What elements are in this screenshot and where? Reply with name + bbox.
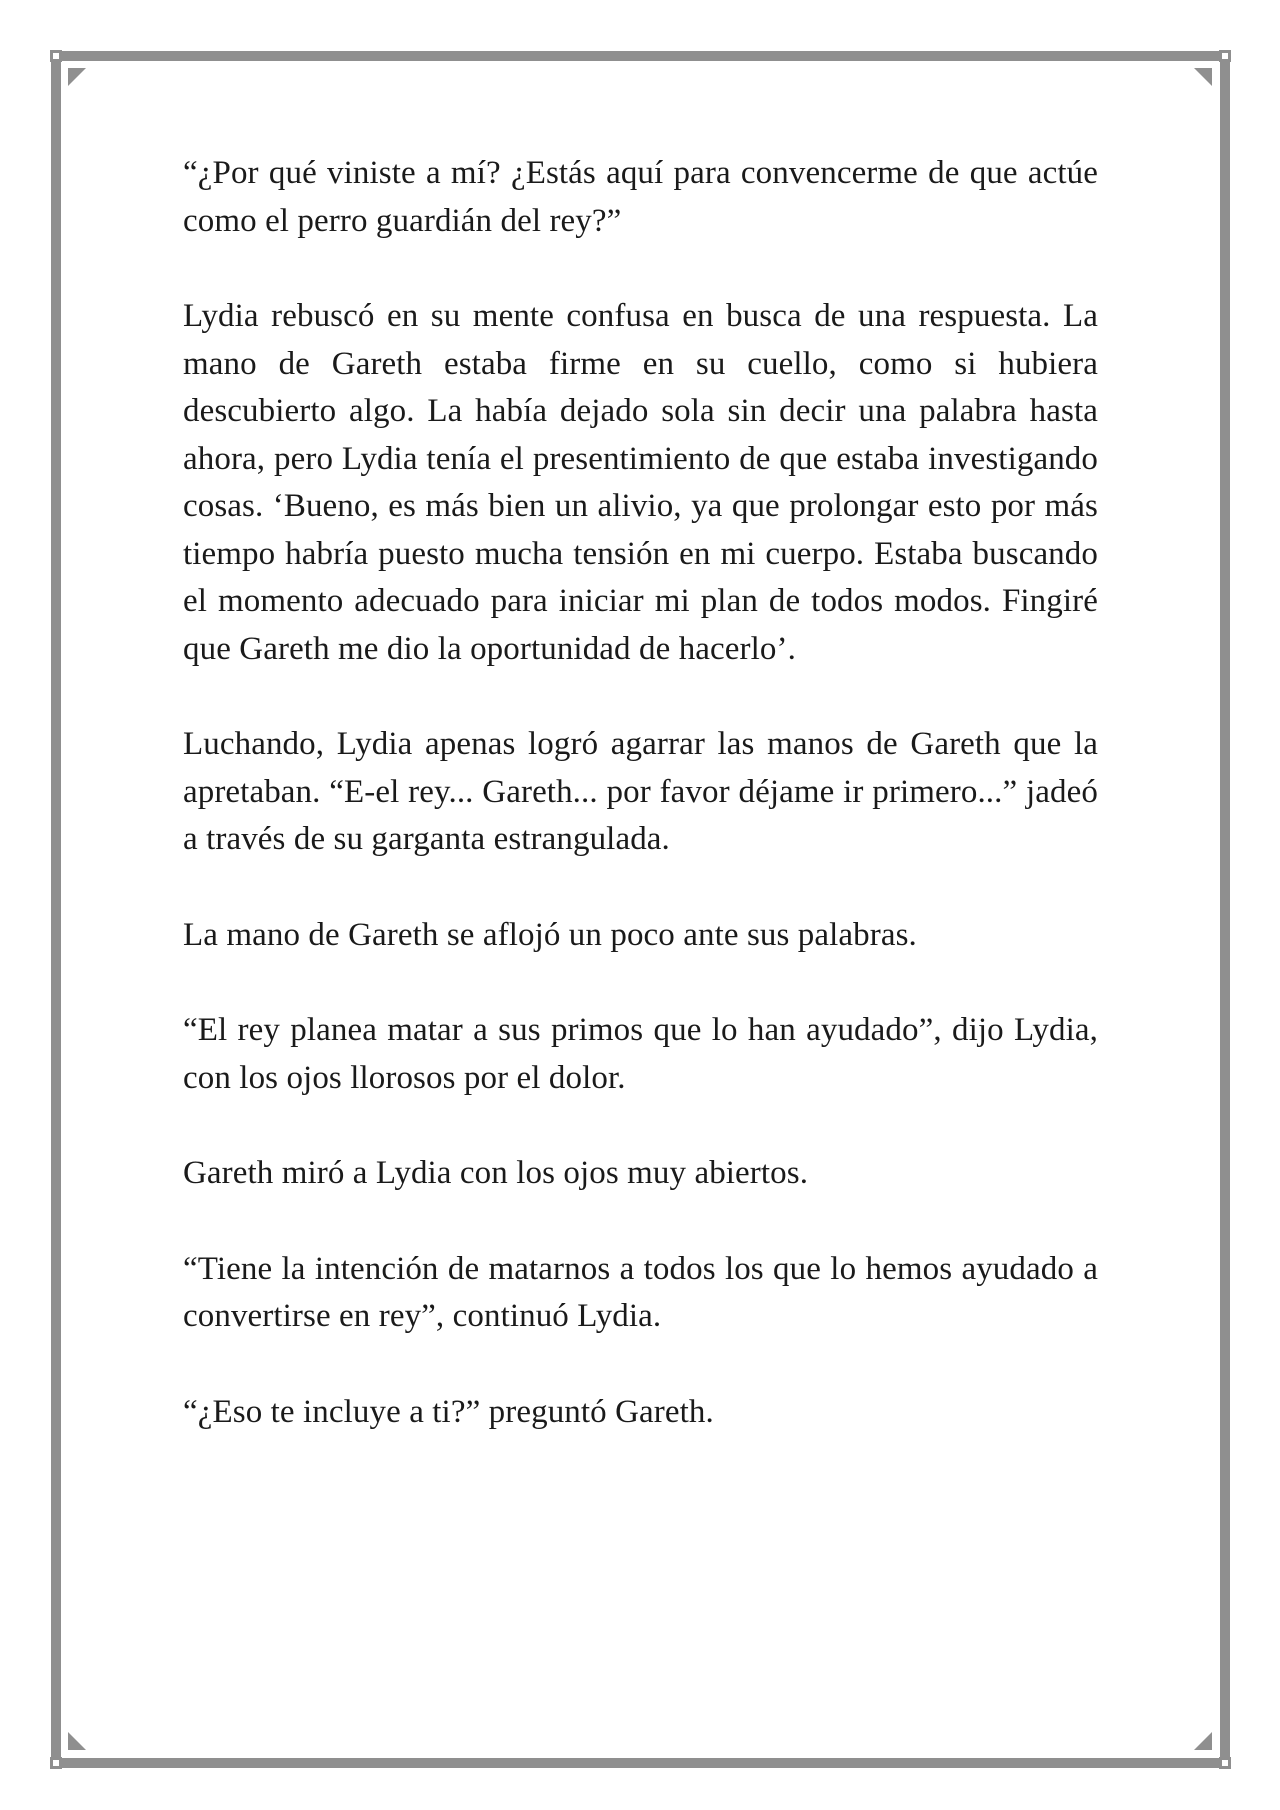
- corner-square-top-right: [1219, 50, 1231, 62]
- frame-right-border: [1220, 62, 1230, 1758]
- paragraph: “El rey planea matar a sus primos que lo han ayudado”, dijo Lydia, con los ojos llorosos por el dolor.: [183, 1012, 1098, 1096]
- corner-triangle-bottom-right: [1194, 1732, 1212, 1750]
- corner-square-bottom-right: [1219, 1757, 1231, 1769]
- corner-triangle-top-left: [68, 68, 86, 86]
- paragraph: Gareth miró a Lydia con los ojos muy abiertos.: [183, 1155, 809, 1191]
- frame-top-border: [62, 51, 1220, 61]
- paragraph: “¿Por qué viniste a mí? ¿Estás aquí para convencerme de que actúe como el perro guardián del rey?”: [183, 155, 1098, 239]
- corner-square-bottom-left: [50, 1757, 62, 1769]
- corner-triangle-bottom-left: [68, 1732, 86, 1750]
- frame-left-border: [51, 62, 61, 1758]
- paragraph: Lydia rebuscó en su mente confusa en busca de una respuesta. La mano de Gareth estaba firme en su cuello, como si hubiera descubierto algo. La había dejado sola sin decir una palabra hasta ahora, pero Lydia tenía el presentimiento de que estaba investigando cosas. ‘Bueno, es más bien un alivio, ya que prolongar esto por más tiempo habría puesto mucha tensión en mi cuerpo. Estaba buscando el momento adecuado para iniciar mi plan de todos modos. Fingiré que Gareth me dio la oportunidad de hacerlo’.: [183, 298, 1098, 667]
- corner-triangle-top-right: [1194, 68, 1212, 86]
- paragraph: Luchando, Lydia apenas logró agarrar las manos de Gareth que la apretaban. “E-el rey... Gareth... por favor déjame ir primero...” jadeó a través de su garganta estrangulada.: [183, 726, 1098, 857]
- page-body-text: [183, 150, 1098, 1484]
- corner-square-top-left: [50, 50, 62, 62]
- paragraph: “¿Eso te incluye a ti?” preguntó Gareth.: [183, 1393, 714, 1430]
- paragraph: La mano de Gareth se aflojó un poco ante sus palabras.: [183, 916, 917, 953]
- paragraph: “Tiene la intención de matarnos a todos los que lo hemos ayudado a convertirse en rey”, continuó Lydia.: [183, 1250, 1098, 1334]
- frame-bottom-border: [62, 1758, 1220, 1768]
